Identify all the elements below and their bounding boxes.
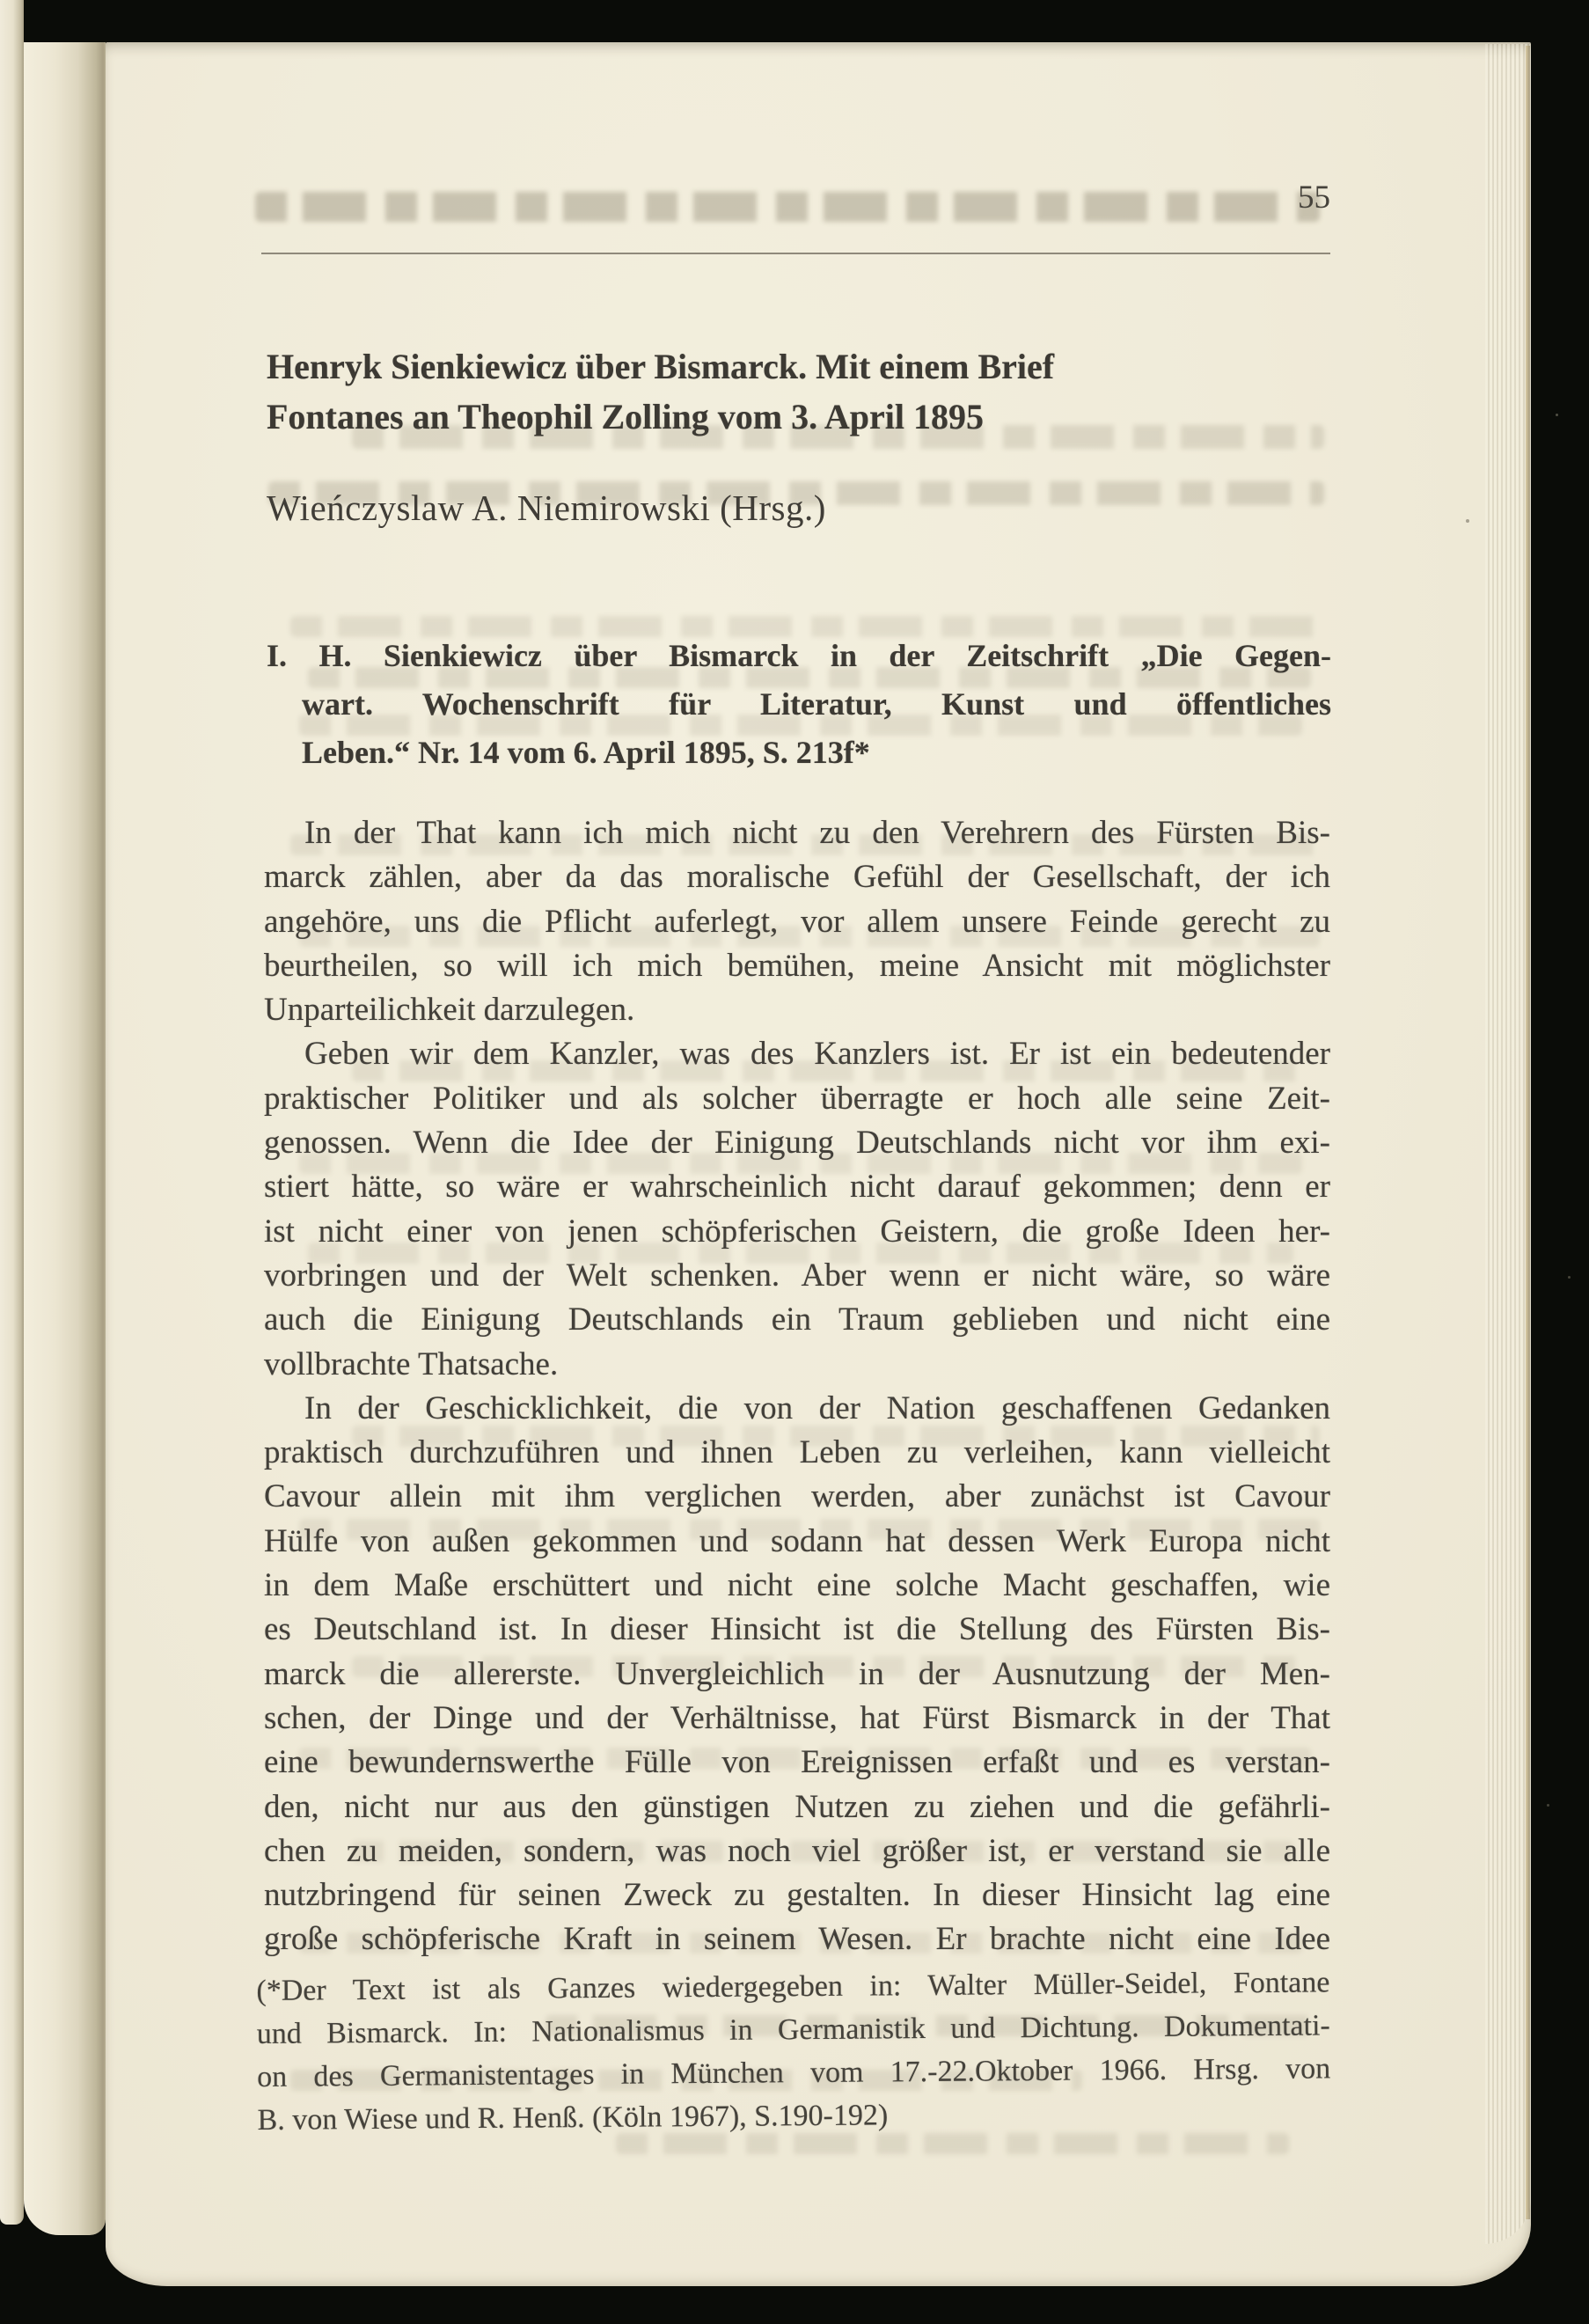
body-line: praktischer Politiker und als solcher überragte er hoch alle seine Zeit- xyxy=(264,1080,1330,1117)
section-heading-line-3: Leben.“ Nr. 14 vom 6. April 1895, S. 213f* xyxy=(302,735,870,770)
body-line: den, nicht nur aus den günstigen Nutzen zu ziehen und die gefährli- xyxy=(264,1788,1330,1825)
page-right-edge xyxy=(1526,46,1530,2219)
footnote-line: B. von Wiese und R. Henß. (Köln 1967), S.190-192) xyxy=(257,2099,889,2137)
section-heading-line-1: I. H. Sienkiewicz über Bismarck in der Zeitschrift „Die Gegen- xyxy=(267,638,1331,673)
footnote-line: und Bismarck. In: Nationalismus in Germanistik und Dichtung. Dokumentati- xyxy=(256,2009,1330,2051)
dust-speck xyxy=(1466,519,1469,523)
body-line: Unparteilichkeit darzulegen. xyxy=(264,992,635,1029)
article-title xyxy=(267,341,1342,442)
body-line: Geben wir dem Kanzler, was des Kanzlers ist. Er ist ein bedeutender xyxy=(304,1036,1330,1073)
body-line: ist nicht einer von jenen schöpferischen Geistern, die große Ideen her- xyxy=(264,1213,1330,1250)
body-line: vorbringen und der Welt schenken. Aber wenn er nicht wäre, so wäre xyxy=(264,1257,1330,1294)
body-line: marck die allererste. Unvergleichlich in der Ausnutzung der Men- xyxy=(264,1655,1330,1692)
dust-speck xyxy=(1556,414,1558,416)
body-line: stiert hätte, so wäre er wahrscheinlich nicht darauf gekommen; denn er xyxy=(264,1169,1330,1206)
page-gutter-shadow xyxy=(24,42,106,2235)
body-line: Hülfe von außen gekommen und sodann hat dessen Werk Europa nicht xyxy=(264,1522,1330,1559)
article-title-line-2: Fontanes an Theophil Zolling vom 3. April 1895 xyxy=(267,397,984,436)
body-line: eine bewundernswerthe Fülle von Ereignissen erfaßt und es verstan- xyxy=(264,1744,1330,1781)
facing-page-edge xyxy=(0,0,24,2225)
article-title-line-1: Henryk Sienkiewicz über Bismarck. Mit einem Brief xyxy=(267,347,1055,386)
body-line: in dem Maße erschüttert und nicht eine solche Macht geschaffen, wie xyxy=(264,1567,1330,1604)
body-line: schen, der Dinge und der Verhältnisse, hat Fürst Bismarck in der That xyxy=(264,1699,1330,1736)
footnote-line: (*Der Text ist als Ganzes wiedergegeben in: Walter Müller-Seidel, Fontane xyxy=(256,1966,1330,2008)
body-text xyxy=(264,811,1330,1962)
body-line: marck zählen, aber da das moralische Gefühl der Gesellschaft, der ich xyxy=(264,859,1330,896)
dust-speck xyxy=(493,1459,495,1462)
section-heading-line-2: wart. Wochenschrift für Literatur, Kunst und öffentliches xyxy=(302,686,1331,722)
dust-speck xyxy=(1568,1276,1571,1279)
footnote xyxy=(256,1961,1331,2142)
body-line: beurtheilen, so will ich mich bemühen, meine Ansicht mit möglichster xyxy=(264,947,1330,984)
footnote-line: on des Germanistentages in München vom 17.-22.Oktober 1966. Hrsg. von xyxy=(257,2052,1331,2093)
body-line: Cavour allein mit ihm verglichen werden, aber zunächst ist Cavour xyxy=(264,1478,1330,1515)
body-line: nutzbringend für seinen Zweck zu gestalten. In dieser Hinsicht lag eine xyxy=(264,1877,1330,1914)
body-line: es Deutschland ist. In dieser Hinsicht ist die Stellung des Fürsten Bis- xyxy=(264,1611,1330,1648)
body-line: chen zu meiden, sondern, was noch viel größer ist, er verstand sie alle xyxy=(264,1832,1330,1869)
body-line: genossen. Wenn die Idee der Einigung Deutschlands nicht vor ihm exi- xyxy=(264,1125,1330,1162)
body-line: In der That kann ich mich nicht zu den Verehrern des Fürsten Bis- xyxy=(304,815,1330,851)
editor-byline: Wieńczyslaw A. Niemirowski (Hrsg.) xyxy=(267,488,826,528)
body-line: In der Geschicklichkeit, die von der Nation geschaffenen Gedanken xyxy=(304,1389,1330,1426)
body-line: praktisch durchzuführen und ihnen Leben zu verleihen, kann vielleicht xyxy=(264,1434,1330,1471)
page-number: 55 xyxy=(1298,180,1330,216)
body-line: angehöre, uns die Pflicht auferlegt, vor allem unsere Feinde gerecht zu xyxy=(264,903,1330,940)
header-rule xyxy=(261,253,1330,254)
body-line: auch die Einigung Deutschlands ein Traum geblieben und nicht eine xyxy=(264,1301,1330,1338)
page-stack-edges xyxy=(1485,44,1531,2244)
body-line: große schöpferische Kraft in seinem Wesen. Er brachte nicht eine Idee xyxy=(264,1921,1330,1958)
section-heading xyxy=(267,632,1331,777)
dust-speck xyxy=(1547,1804,1549,1807)
body-line: vollbrachte Thatsache. xyxy=(264,1345,559,1382)
